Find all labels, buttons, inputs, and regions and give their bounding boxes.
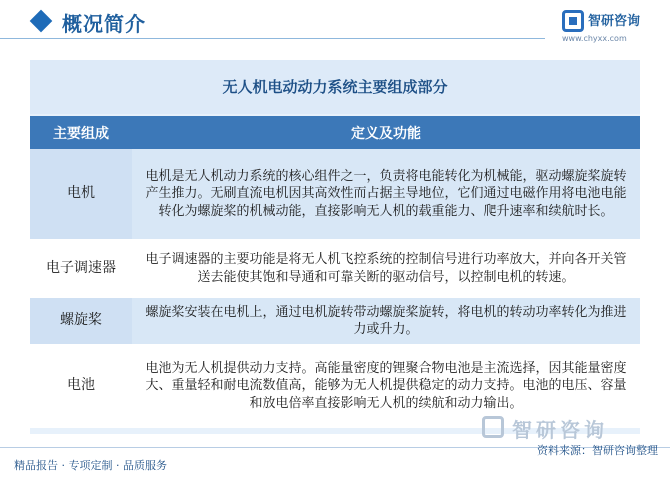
component-description: 螺旋桨安装在电机上，通过电机旋转带动螺旋桨旋转，将电机的转动功率转化为推进力或升力。 bbox=[132, 298, 640, 344]
component-name: 电机 bbox=[30, 149, 132, 239]
diamond-icon bbox=[30, 10, 53, 33]
watermark-logo-text: 智研咨询 bbox=[512, 418, 608, 442]
section-title: 概况简介 bbox=[62, 12, 146, 36]
component-description: 电子调速器的主要功能是将无人机飞控系统的控制信号进行功率放大，并向各开关管送去能使其饱和导通和可靠关断的驱动信号，以控制电机的转速。 bbox=[132, 239, 640, 298]
component-name: 电池 bbox=[30, 344, 132, 428]
watermark-logo-icon bbox=[482, 416, 504, 438]
table-header-row bbox=[30, 116, 640, 149]
components-table bbox=[30, 116, 640, 428]
component-description: 电池为无人机提供动力支持。高能量密度的锂聚合物电池是主流选择，因其能量密度大、重量轻和耐电流数值高，能够为无人机提供稳定的动力支持。电池的电压、容量和放电倍率直接影响无人机的续航和动力输出。 bbox=[132, 344, 640, 428]
source-note: 资料来源：智研咨询整理 bbox=[537, 444, 658, 457]
logo-url[interactable]: www.chyxx.com bbox=[562, 34, 627, 43]
table-title: 无人机电动动力系统主要组成部分 bbox=[30, 60, 640, 114]
logo-icon bbox=[562, 10, 584, 32]
component-name: 电子调速器 bbox=[30, 239, 132, 298]
header-divider bbox=[0, 38, 545, 39]
table-row bbox=[30, 239, 640, 298]
component-name: 螺旋桨 bbox=[30, 298, 132, 344]
footer-slogan: 精品报告 · 专项定制 · 品质服务 bbox=[14, 459, 167, 472]
column-header-component: 主要组成 bbox=[30, 116, 132, 149]
watermark-logo bbox=[482, 414, 658, 440]
column-header-definition: 定义及功能 bbox=[132, 116, 640, 149]
table-row bbox=[30, 298, 640, 344]
logo-name: 智研咨询 bbox=[588, 14, 641, 29]
table-row bbox=[30, 149, 640, 239]
component-description: 电机是无人机动力系统的核心组件之一，负责将电能转化为机械能，驱动螺旋桨旋转产生推力。无刷直流电机因其高效性而占据主导地位，它们通过电磁作用将电池电能转化为螺旋桨的机械动能，直接影响无人机的载重能力、爬升速率和续航时长。 bbox=[132, 149, 640, 239]
page-header bbox=[0, 0, 670, 52]
